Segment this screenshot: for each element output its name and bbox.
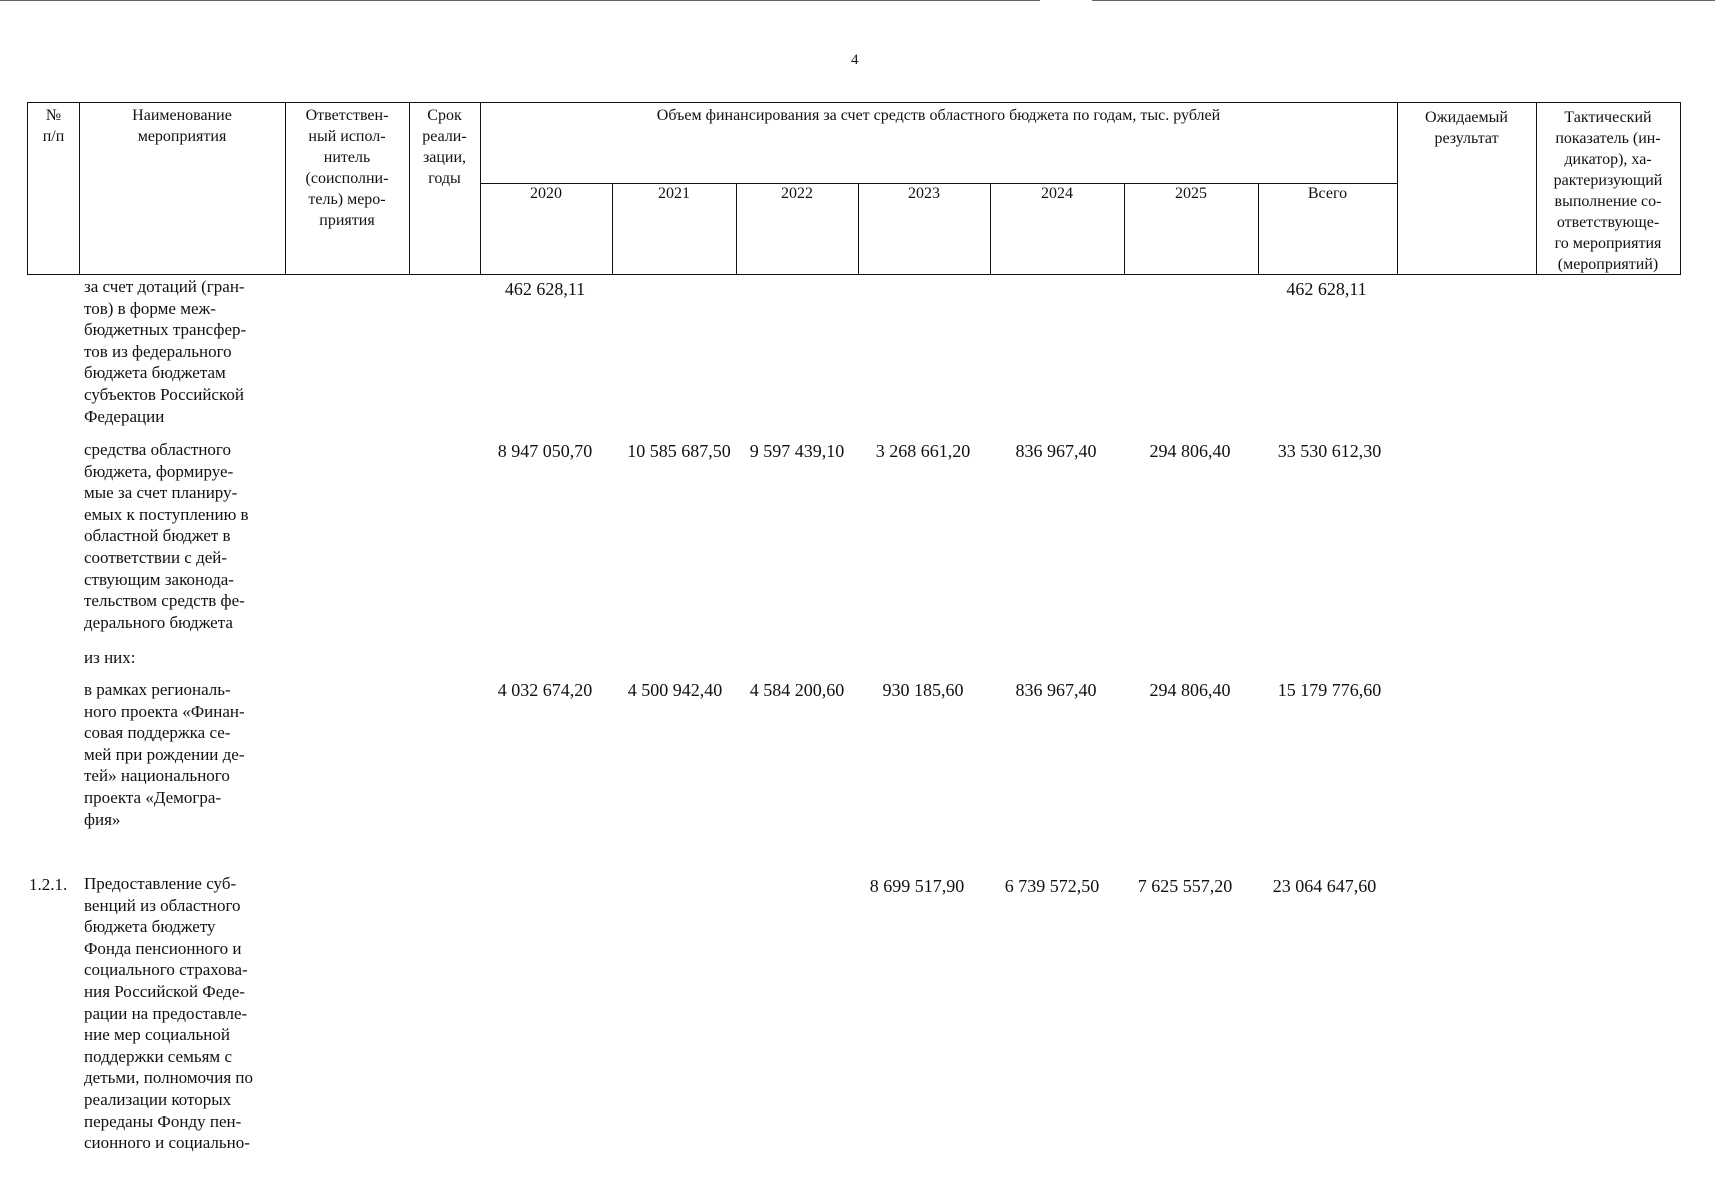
header-year-2023: 2023 — [908, 185, 940, 202]
header-year-2020: 2020 — [530, 185, 562, 202]
row-name: в рамках региональ- ного проекта «Финан- совая поддержка се- мей при рождении де- тей» национального проекта «Демогра- фия» — [84, 680, 245, 829]
header-result: Ожидаемый результат — [1425, 109, 1508, 147]
value-total: 33 530 612,30 — [1277, 441, 1382, 461]
scan-edge-top-right — [1092, 0, 1715, 1]
header-funding: Объем финансирования за счет средств областного бюджета по годам, тыс. рублей — [656, 107, 1221, 124]
value-2024: 6 739 572,50 — [1004, 876, 1100, 896]
value-2021: 10 585 687,50 — [627, 441, 731, 461]
row-name: средства областного бюджета, формируе- мые за счет планиру- емых к поступлению в областной бюджет в соответствии с дей- ствующим законода- тельством средств фе- дерального бюджета — [84, 440, 249, 632]
table-header — [27, 102, 1681, 275]
header-year-2021: 2021 — [658, 185, 690, 202]
row-name: из них: — [84, 648, 136, 667]
header-responsible: Ответствен- ный испол- нитель (соисполни- тель) меро- приятия — [305, 107, 389, 229]
header-indicator: Тактический показатель (ин- дикатор), ха- рактеризующий выполнение со- ответствующе- го мероприятия (мероприятий) — [1553, 109, 1663, 273]
value-2021: 4 500 942,40 — [627, 680, 723, 700]
header-year-2024: 2024 — [1041, 185, 1073, 202]
header-year-2025: 2025 — [1175, 185, 1207, 202]
value-2024: 836 967,40 — [1015, 441, 1097, 461]
value-total: 462 628,11 — [1286, 279, 1367, 299]
value-2024: 836 967,40 — [1015, 680, 1097, 700]
value-2025: 294 806,40 — [1149, 680, 1231, 700]
scan-edge-top-left — [0, 0, 1040, 1]
header-year-total: Всего — [1307, 185, 1348, 202]
row-name: за счет дотаций (гран- тов) в форме меж- бюджетных трансфер- тов из федерального бюджета бюджетам субъектов Российской Федерации — [84, 277, 247, 426]
value-2022: 4 584 200,60 — [749, 680, 845, 700]
page-number: 4 — [851, 52, 859, 68]
header-name: Наименование мероприятия — [132, 107, 232, 145]
header-term: Срок реали- зации, годы — [422, 107, 467, 187]
value-2022: 9 597 439,10 — [749, 441, 845, 461]
value-total: 23 064 647,60 — [1272, 876, 1377, 896]
value-2020: 4 032 674,20 — [497, 680, 593, 700]
value-2025: 7 625 557,20 — [1137, 876, 1233, 896]
row-number: 1.2.1. — [29, 875, 68, 894]
value-2025: 294 806,40 — [1149, 441, 1231, 461]
header-year-2022: 2022 — [781, 185, 813, 202]
value-2020: 462 628,11 — [504, 279, 586, 299]
value-2023: 930 185,60 — [882, 680, 964, 700]
value-2020: 8 947 050,70 — [497, 441, 593, 461]
header-number: № п/п — [42, 107, 65, 145]
value-2023: 3 268 661,20 — [875, 441, 971, 461]
row-name: Предоставление суб- венций из областного бюджета бюджету Фонда пенсионного и социального страхова- ния Российской Феде- рации на предоставле- ние мер социальной поддержки семьям с детьми, полномочия по реализации которых переданы Фонду пен- сионного и социально- — [84, 874, 253, 1153]
value-2023: 8 699 517,90 — [869, 876, 965, 896]
value-total: 15 179 776,60 — [1277, 680, 1382, 700]
